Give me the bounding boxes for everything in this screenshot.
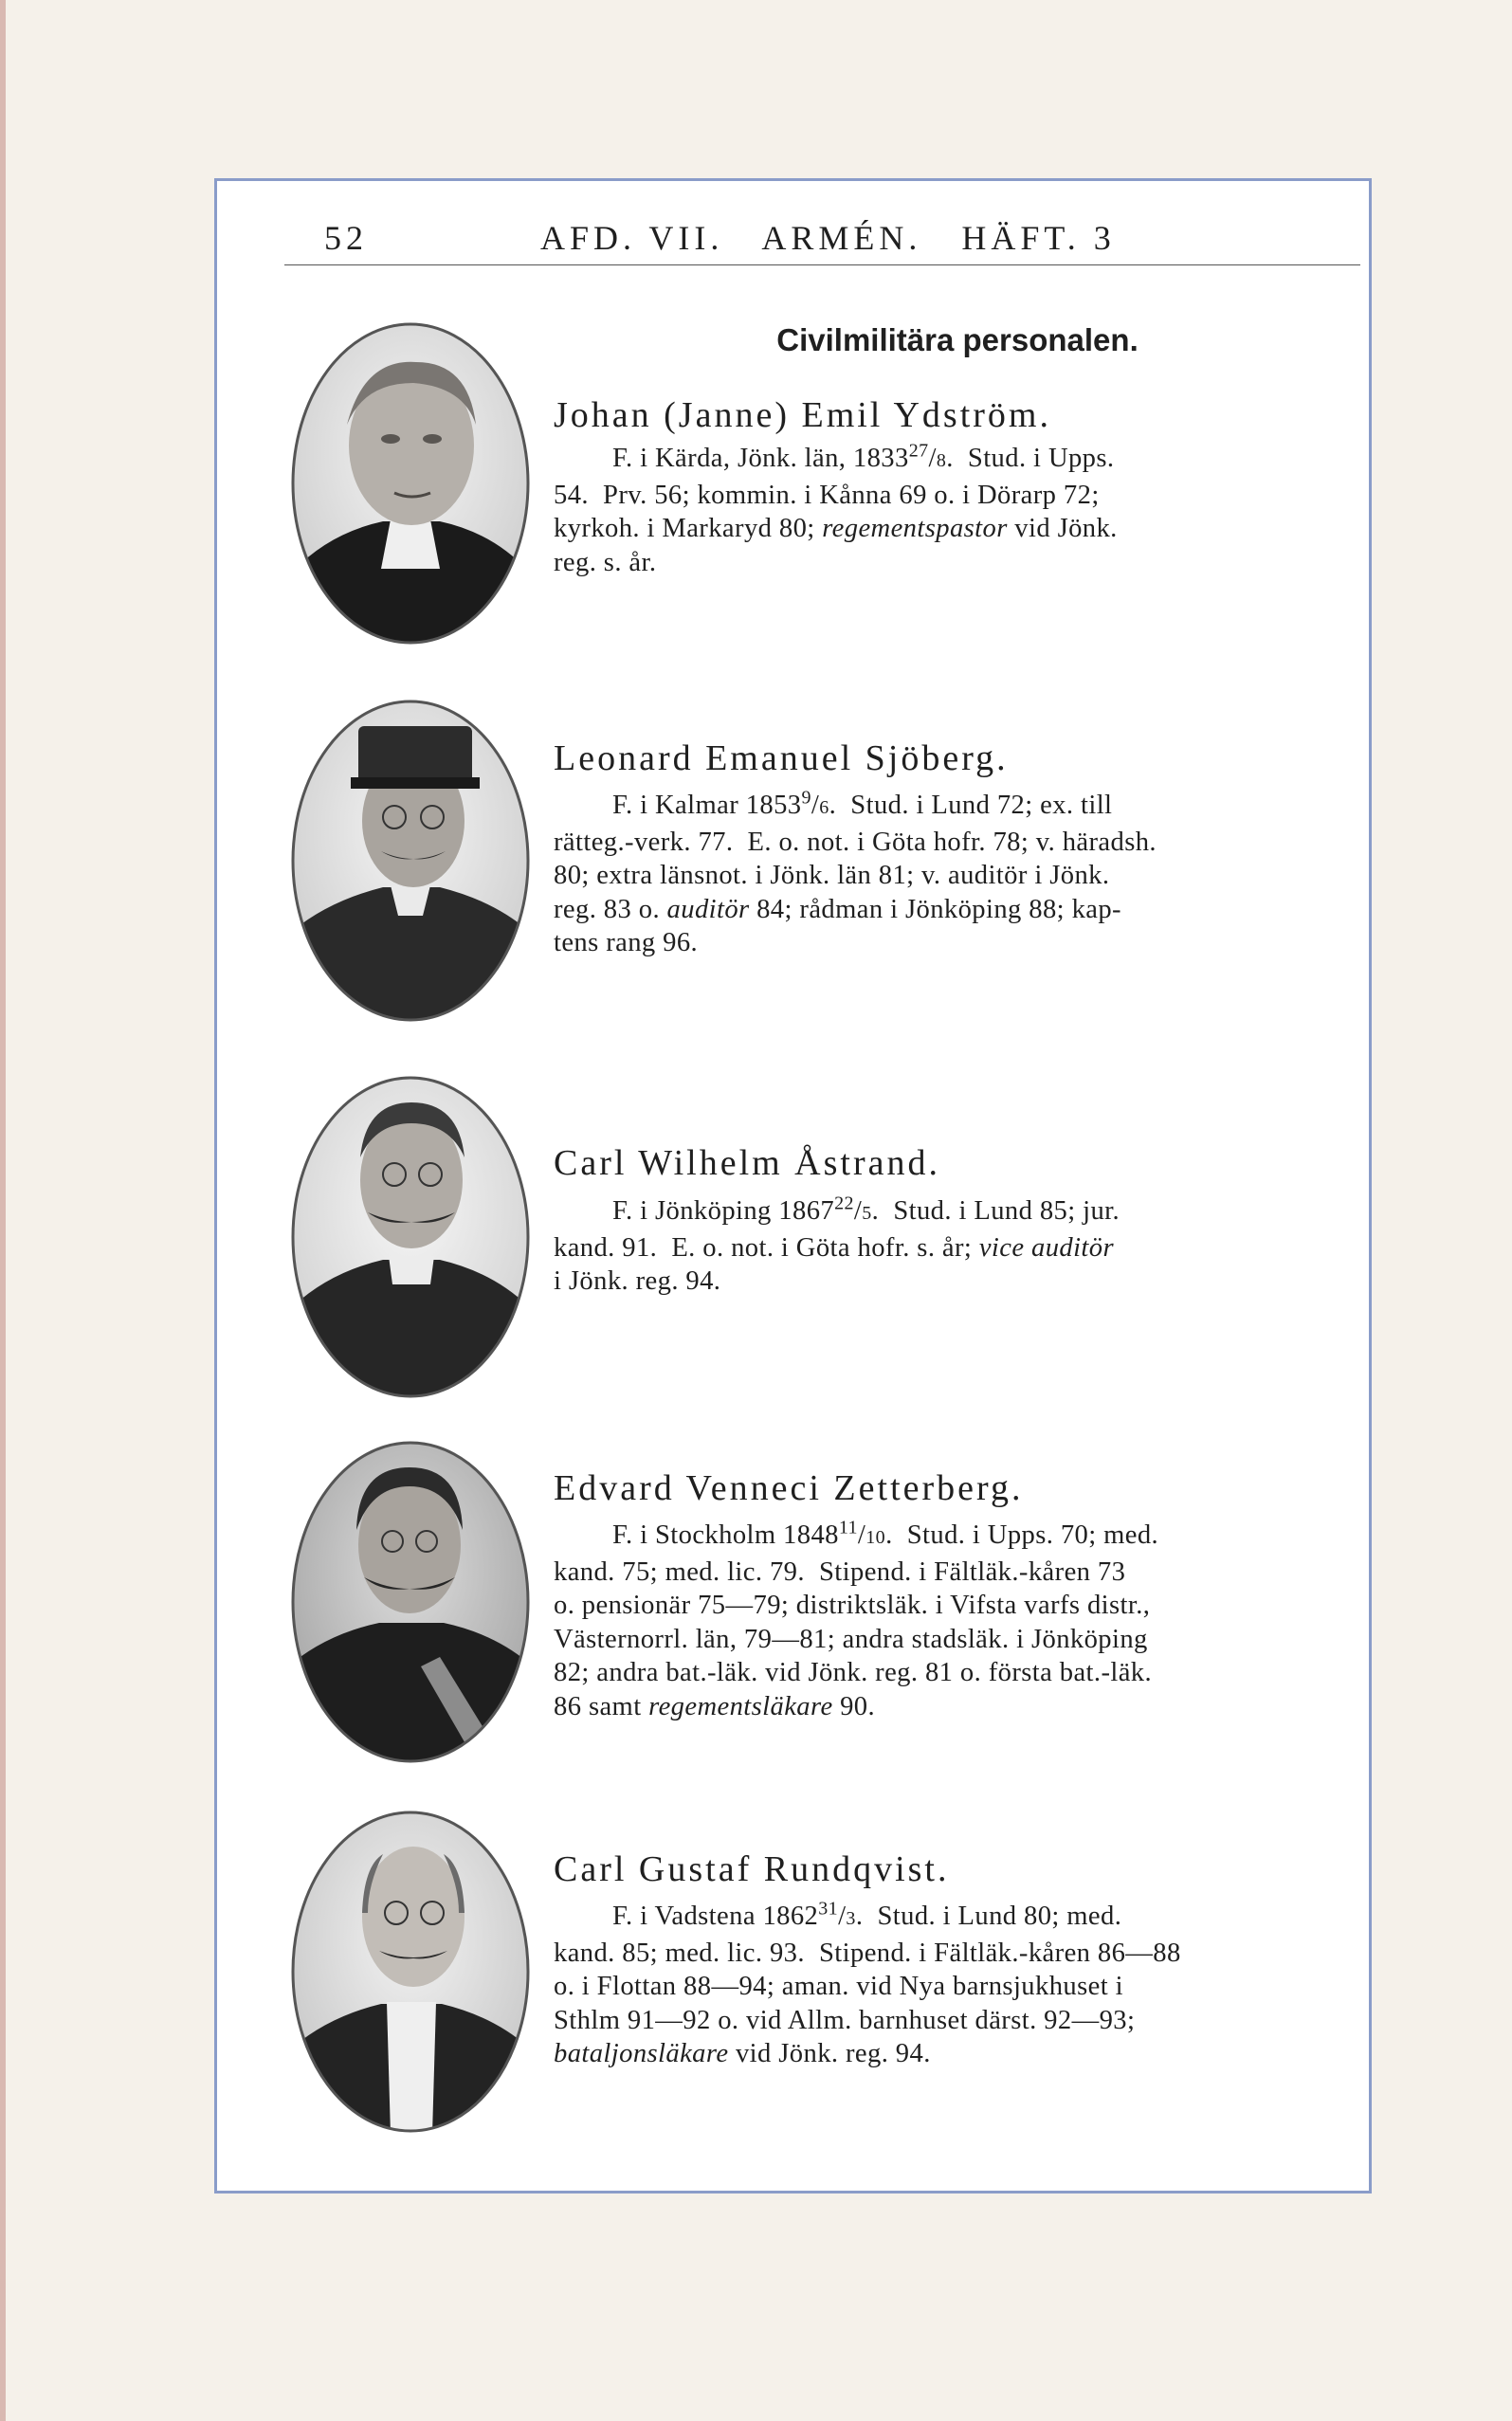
- section-heading: Civilmilitära personalen.: [776, 322, 1139, 357]
- portrait-clergyman-photo: [288, 320, 533, 646]
- biography-text: F. i Kalmar 1853$^9$/6. Stud. i Lund 72; ex. till rätteg.-verk. 77. E. o. not. i Göta hofr. 78; v. häradsh. 80; extra länsnot. i Jönk. län 81; v. auditör i Jönk. reg. 83 o. auditör 84; rådman i Jönköping 88; kap- tens rang 96.: [554, 787, 1157, 957]
- biography-entry: [284, 1439, 1365, 1780]
- portrait-mustached-man-photo: [288, 1074, 533, 1400]
- biography-text: F. i Kärda, Jönk. län, 1833$^{27}$/8. Stud. i Upps. 54. Prv. 56; kommin. i Kånna 69 o. i Dörarp 72; kyrkoh. i Markaryd 80; regementspastor vid Jönk. reg. s. år.: [554, 440, 1118, 577]
- person-name: Edvard Venneci Zetterberg.: [554, 1468, 1024, 1508]
- page-edge: [0, 0, 6, 2421]
- biography-text: F. i Stockholm 1848$^{11}$/10. Stud. i Upps. 70; med. kand. 75; med. lic. 79. Stipend. i Fältläk.-kåren 73 o. pensionär 75—79; distriktsläk. i Vifsta varfs distr., Västernorrl. län, 79—81; andra stadsläk. i Jönköping 82; andra bat.-läk. vid Jönk. reg. 81 o. första bat.-läk. 86 samt regementsläkare 90.: [554, 1517, 1159, 1721]
- page-number: 52: [324, 219, 368, 257]
- biography-entry: [284, 1809, 1365, 2150]
- person-name: Carl Gustaf Rundqvist.: [554, 1849, 950, 1889]
- header-rule: [284, 264, 1360, 265]
- biography-entry: [284, 698, 1365, 1039]
- biography-entry: [284, 1074, 1365, 1415]
- portrait-uniformed-doctor-photo: [288, 1439, 533, 1765]
- person-name: Carl Wilhelm Åstrand.: [554, 1143, 940, 1183]
- portrait-officer-kepi-photo: [288, 698, 533, 1024]
- portrait-bald-man-spectacles-photo: [288, 1809, 533, 2135]
- running-head: [284, 218, 1360, 265]
- person-name: Johan (Janne) Emil Ydström.: [554, 395, 1051, 435]
- biography-text: F. i Jönköping 1867$^{22}$/5. Stud. i Lund 85; jur. kand. 91. E. o. not. i Göta hofr. s. år; vice auditör i Jönk. reg. 94.: [554, 1192, 1120, 1296]
- person-name: Leonard Emanuel Sjöberg.: [554, 738, 1009, 778]
- biography-text: F. i Vadstena 1862$^{31}$/3. Stud. i Lund 80; med. kand. 85; med. lic. 93. Stipend. i Fältläk.-kåren 86—88 o. i Flottan 88—94; aman. vid Nya barnsjukhuset i Sthlm 91—92 o. vid Allm. barnhuset därst. 92—93; bataljonsläkare vid Jönk. reg. 94.: [554, 1898, 1181, 2068]
- running-title: AFD. VII. ARMÉN. HÄFT. 3: [540, 219, 1116, 257]
- biography-entry: [284, 320, 1365, 662]
